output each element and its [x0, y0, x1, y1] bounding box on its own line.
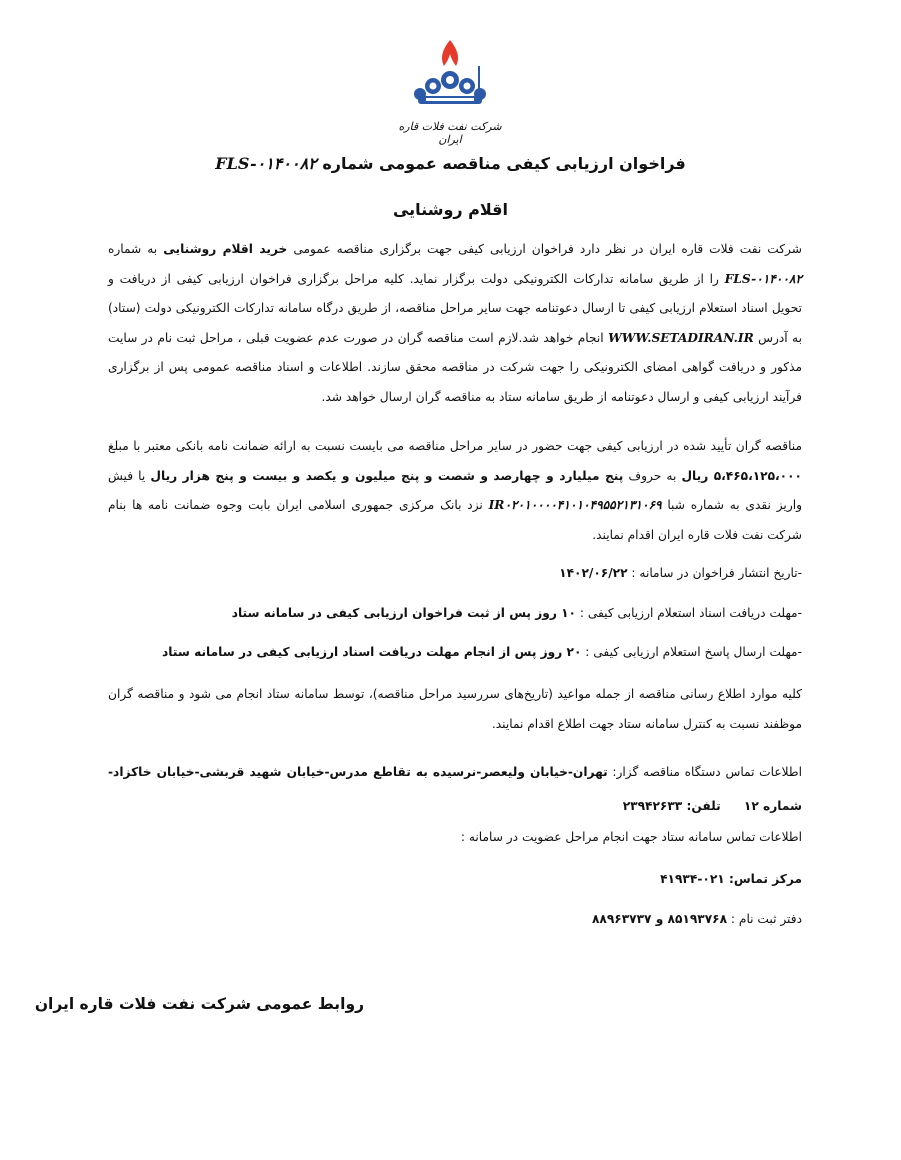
contact-label: اطلاعات تماس دستگاه مناقصه گزار: [607, 765, 802, 779]
guarantee-text-3: یا فیش واریز نقدی به شماره شبا [108, 468, 802, 512]
company-logo [390, 36, 510, 146]
receive-deadline-line [108, 606, 802, 620]
publish-date-line [108, 566, 802, 580]
send-deadline-value: ۲۰ روز پس از انجام مهلت دریافت اسناد ارزیابی کیفی در سامانه ستاد [162, 645, 582, 659]
registration-office-line [108, 912, 802, 926]
guarantee-text-1: مناقصه گران تأیید شده در ارزیابی کیفی جهت حضور در سایر مراحل مناقصه می بایست نسبت به ارائه ضمانت نامه بانکی معتبر با مبلغ [108, 439, 802, 453]
guarantee-text-4: نزد بانک مرکزی جمهوری اسلامی ایران بابت وجوه ضمانت نامه ها بنام شرکت نفت فلات قاره ایران اقدام نمایند. [108, 498, 802, 542]
publish-date-label: -تاریخ انتشار فراخوان در سامانه : [627, 566, 802, 580]
contact-paragraph [108, 755, 802, 823]
guarantee-text-2: به حروف [623, 468, 682, 483]
setad-intro: اطلاعات تماس سامانه ستاد جهت انجام مراحل عضویت در سامانه : [460, 830, 802, 844]
intro-item-name: خرید اقلام روشنایی [163, 242, 288, 256]
intro-text-3: را از طریق سامانه تدارکات الکترونیکی دولت برگزار نماید. کلیه مراحل برگزاری فراخوان ارزیابی کیفی از دریافت و تحویل اسناد استعلام ارزیابی کیفی تا ارسال دعوتنامه جهت سایر مراحل مناقصه، از طریق درگاه سامانه تدارکات الکترونیکی دولت (ستاد) به آدرس [108, 271, 802, 345]
intro-text-2: به شماره [108, 242, 164, 256]
contact-address: تهران-خیابان ولیعصر-نرسیده به تقاطع مدرس-خیابان شهید قربشی-خیابان خاکزاد-شماره ۱۲ [108, 765, 802, 813]
registration-office-label: دفتر ثبت نام : [727, 912, 802, 926]
publish-date-value: ۱۴۰۲/۰۶/۲۲ [559, 566, 628, 580]
guarantee-iban: IR۰۲۰۱۰۰۰۰۴۱۰۱۰۴۹۵۵۲۱۳۱۰۶۹ [488, 498, 662, 512]
receive-deadline-label: -مهلت دریافت اسناد استعلام ارزیابی کیفی : [576, 606, 802, 620]
contact-phone: ۲۳۹۴۲۶۳۳ [622, 799, 683, 813]
oil-company-emblem-icon [412, 36, 488, 110]
send-deadline-label: -مهلت ارسال پاسخ استعلام ارزیابی کیفی : [581, 645, 802, 659]
call-center-line [108, 872, 802, 886]
intro-tender-number: FLS-۰۱۴۰۰۸۲ [724, 271, 802, 286]
guarantee-paragraph [108, 432, 802, 550]
send-deadline-line [108, 645, 802, 659]
signature: روابط عمومی شرکت نفت فلات قاره ایران [34, 995, 364, 1013]
receive-deadline-value: ۱۰ روز پس از ثبت فراخوان ارزیابی کیفی در سامانه ستاد [231, 606, 576, 620]
contact-phone-label: تلفن: [682, 799, 721, 813]
page-subtitle: اقلام روشنایی [392, 200, 509, 219]
intro-text-4: انجام خواهد شد.لازم است مناقصه گران در صورت عدم عضویت قبلی ، مراحل ثبت نام در سایت مذکور و دریافت گواهی امضای الکترونیکی را جهت شرکت در مناقصه محقق سازند. اطلاعات و اسناد مناقصه عمومی پس از برگزاری فرآیند ارزیابی کیفی و ارسال دعوتنامه از طریق سامانه ستاد به مناقصه گران ارسال خواهد شد. [108, 330, 802, 404]
guarantee-amount-words: پنج میلیارد و چهارصد و شصت و پنج میلیون و یکصد و بیست و پنج هزار ریال [150, 468, 624, 483]
logo-caption: شرکت نفت فلات قاره ایران [398, 120, 502, 146]
notice-paragraph: کلیه موارد اطلاع رسانی مناقصه از جمله مواعید (تاریخ‌های سررسید مراحل مناقصه)، توسط سامانه ستاد انجام می شود و مناقصه گران موظفند نسبت به کنترل سامانه ستاد جهت اطلاع اقدام نمایند. [108, 687, 802, 731]
call-center-label: مرکز تماس: [724, 872, 802, 886]
title-prefix: فراخوان ارزیابی کیفی مناقصه عمومی شماره [316, 154, 686, 173]
registration-office-value: ۸۵۱۹۳۷۶۸ و ۸۸۹۶۳۷۳۷ [591, 912, 728, 926]
title-tender-number: FLS-۰۱۴۰۰۸۲ [215, 154, 317, 173]
setad-website: WWW.SETADIRAN.IR [608, 330, 754, 345]
intro-paragraph [108, 235, 802, 412]
call-center-value: ۰۲۱-۴۱۹۳۴ [660, 872, 725, 886]
page-title [100, 154, 801, 173]
intro-text-1: شرکت نفت فلات قاره ایران در نظر دارد فراخوان ارزیابی کیفی جهت برگزاری مناقصه عمومی [287, 242, 802, 256]
guarantee-amount: ۵،۴۶۵،۱۲۵،۰۰۰ ریال [681, 468, 802, 483]
